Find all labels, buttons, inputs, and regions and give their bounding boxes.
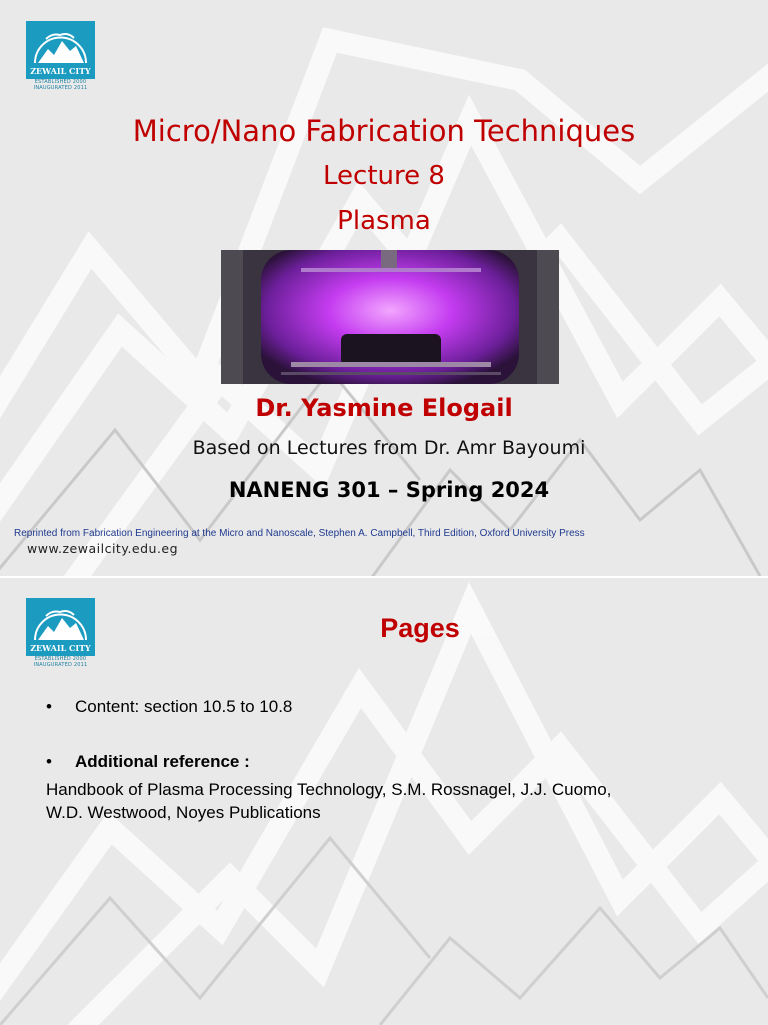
reference-line: W.D. Westwood, Noyes Publications: [46, 803, 321, 822]
course-code: NANENG 301 – Spring 2024: [228, 478, 550, 502]
bullet-marker: •: [46, 752, 52, 771]
lecture-number: Lecture 8: [323, 161, 445, 191]
slide-title: Pages: [380, 613, 460, 643]
bullet-additional-reference: [46, 752, 250, 772]
author-name: Dr. Yasmine Elogail: [255, 394, 513, 422]
lecture-title: Micro/Nano Fabrication Techniques: [132, 114, 636, 148]
bullet-text: Additional reference :: [75, 752, 250, 771]
reprint-note: Reprinted from Fabrication Engineering at the Micro and Nanoscale, Stephen A. Campbell, Third Edition, Oxford University Press: [14, 528, 585, 539]
svg-text:ZEWAIL CITY: ZEWAIL CITY: [30, 66, 91, 76]
based-on-text: Based on Lectures from Dr. Amr Bayoumi: [192, 437, 586, 459]
logo-caption: ESTABLISHED 2000 INAUGURATED 2011: [33, 656, 88, 668]
reference-text: [46, 778, 746, 824]
bullet-text: Content: section 10.5 to 10.8: [75, 697, 293, 716]
zewail-city-logo: [26, 21, 95, 79]
bullet-content: [46, 697, 292, 717]
plasma-chamber-photo: [221, 250, 559, 384]
reference-line: Handbook of Plasma Processing Technology, S.M. Rossnagel, J.J. Cuomo,: [46, 780, 612, 799]
pages-slide: [0, 577, 768, 1025]
svg-text:ZEWAIL CITY: ZEWAIL CITY: [30, 643, 91, 653]
website-link[interactable]: www.zewailcity.edu.eg: [27, 541, 179, 556]
bullet-marker: •: [46, 697, 52, 716]
lecture-topic: Plasma: [337, 206, 431, 236]
logo-caption: ESTABLISHED 2000 INAUGURATED 2011: [33, 79, 88, 91]
